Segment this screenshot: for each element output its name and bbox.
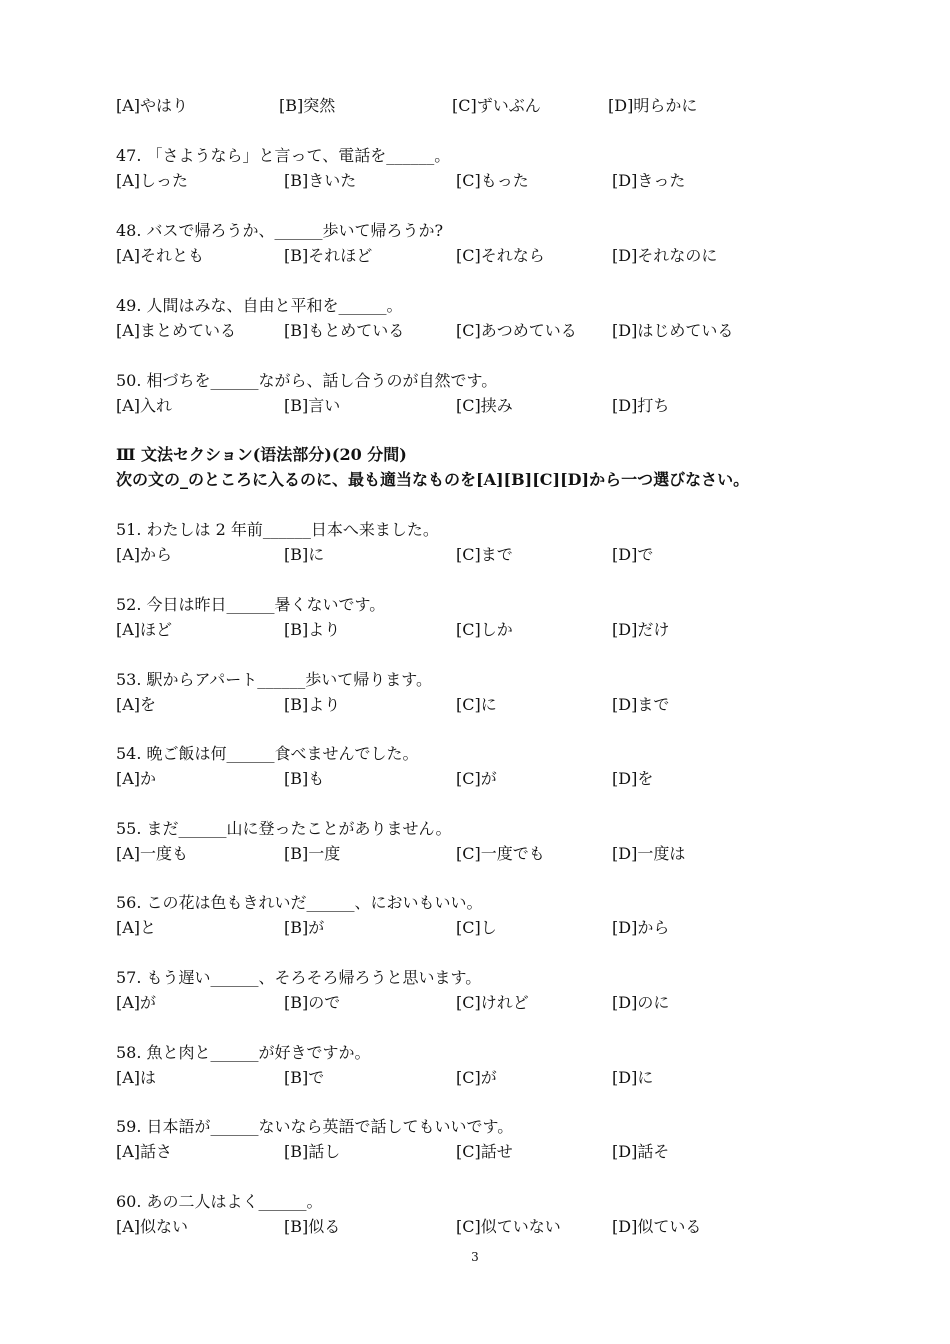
option-a: [A]一度も [116, 844, 189, 863]
option-a: [A]入れ [116, 396, 173, 415]
question-text: 51. わたしは 2 年前______日本へ来ました。 [116, 520, 439, 539]
section-title: Ⅲ 文法セクション(语法部分)(20 分間) [116, 445, 407, 464]
option-a: [A]を [116, 695, 157, 714]
question-text: 52. 今日は昨日______暑くないです。 [116, 595, 386, 614]
option-b: [B]話し [284, 1142, 341, 1161]
option-d: [D]きった [612, 171, 686, 190]
option-c: [C]似ていない [456, 1217, 561, 1236]
option-c: [C]に [456, 695, 497, 714]
option-c: [C]まで [456, 545, 513, 564]
option-c: [C]し [456, 918, 497, 937]
question-text: 57. もう遅い______、そろそろ帰ろうと思います。 [116, 968, 482, 987]
question-text: 47. 「さようなら」と言って、電話を______。 [116, 146, 451, 165]
option-c: [C]それなら [456, 246, 545, 265]
option-b: [B]突然 [279, 96, 336, 115]
option-b: [B]もとめている [284, 321, 405, 340]
option-d: [D]似ている [612, 1217, 702, 1236]
option-d: [D]で [612, 545, 654, 564]
option-b: [B]それほど [284, 246, 373, 265]
question-text: 50. 相づちを______ながら、話し合うのが自然です。 [116, 371, 498, 390]
option-b: [B]が [284, 918, 325, 937]
option-b: [B]も [284, 769, 325, 788]
question-text: 55. まだ______山に登ったことがありません。 [116, 819, 452, 838]
option-d: [D]から [612, 918, 670, 937]
option-a: [A]が [116, 993, 157, 1012]
option-b: [B]ので [284, 993, 341, 1012]
option-d: [D]のに [612, 993, 670, 1012]
page-number: 3 [471, 1250, 479, 1264]
option-b: [B]より [284, 620, 341, 639]
option-c: [C]ずいぶん [452, 96, 541, 115]
option-b: [B]似る [284, 1217, 341, 1236]
option-a: [A]は [116, 1068, 157, 1087]
option-b: [B]に [284, 545, 325, 564]
option-c: [C]が [456, 769, 497, 788]
question-text: 54. 晩ご飯は何______食べませんでした。 [116, 744, 419, 763]
option-d: [D]だけ [612, 620, 670, 639]
option-a: [A]まとめている [116, 321, 237, 340]
option-a: [A]と [116, 918, 157, 937]
option-b: [B]言い [284, 396, 341, 415]
option-b: [B]一度 [284, 844, 341, 863]
option-a: [A]から [116, 545, 173, 564]
option-d: [D]はじめている [612, 321, 734, 340]
option-d: [D]まで [612, 695, 670, 714]
option-a: [A]話さ [116, 1142, 173, 1161]
question-text: 59. 日本語が______ないなら英語で話してもいいです。 [116, 1117, 514, 1136]
option-d: [D]明らかに [608, 96, 698, 115]
section-instruction: 次の文の_のところに入るのに、最も適当なものを[A][B][C][D]から一つ選びなさい。 [116, 470, 750, 489]
option-c: [C]しか [456, 620, 513, 639]
option-d: [D]に [612, 1068, 654, 1087]
option-c: [C]挟み [456, 396, 513, 415]
option-d: [D]一度は [612, 844, 686, 863]
question-text: 48. バスで帰ろうか、______歩いて帰ろうか? [116, 221, 444, 240]
question-text: 49. 人間はみな、自由と平和を______。 [116, 296, 403, 315]
option-c: [C]もった [456, 171, 529, 190]
option-a: [A]やはり [116, 96, 189, 115]
option-a: [A]それとも [116, 246, 205, 265]
question-text: 58. 魚と肉と______が好きですか。 [116, 1043, 371, 1062]
option-d: [D]それなのに [612, 246, 718, 265]
option-c: [C]一度でも [456, 844, 545, 863]
option-a: [A]似ない [116, 1217, 189, 1236]
option-d: [D]を [612, 769, 654, 788]
option-c: [C]けれど [456, 993, 529, 1012]
option-b: [B]で [284, 1068, 325, 1087]
question-text: 60. あの二人はよく______。 [116, 1192, 323, 1211]
option-a: [A]しった [116, 171, 189, 190]
option-d: [D]打ち [612, 396, 670, 415]
option-a: [A]ほど [116, 620, 173, 639]
option-a: [A]か [116, 769, 157, 788]
option-c: [C]話せ [456, 1142, 513, 1161]
option-c: [C]が [456, 1068, 497, 1087]
option-b: [B]より [284, 695, 341, 714]
option-c: [C]あつめている [456, 321, 577, 340]
question-text: 56. この花は色もきれいだ______、においもいい。 [116, 893, 483, 912]
option-b: [B]きいた [284, 171, 357, 190]
option-d: [D]話そ [612, 1142, 670, 1161]
question-text: 53. 駅からアパート______歩いて帰ります。 [116, 670, 432, 689]
